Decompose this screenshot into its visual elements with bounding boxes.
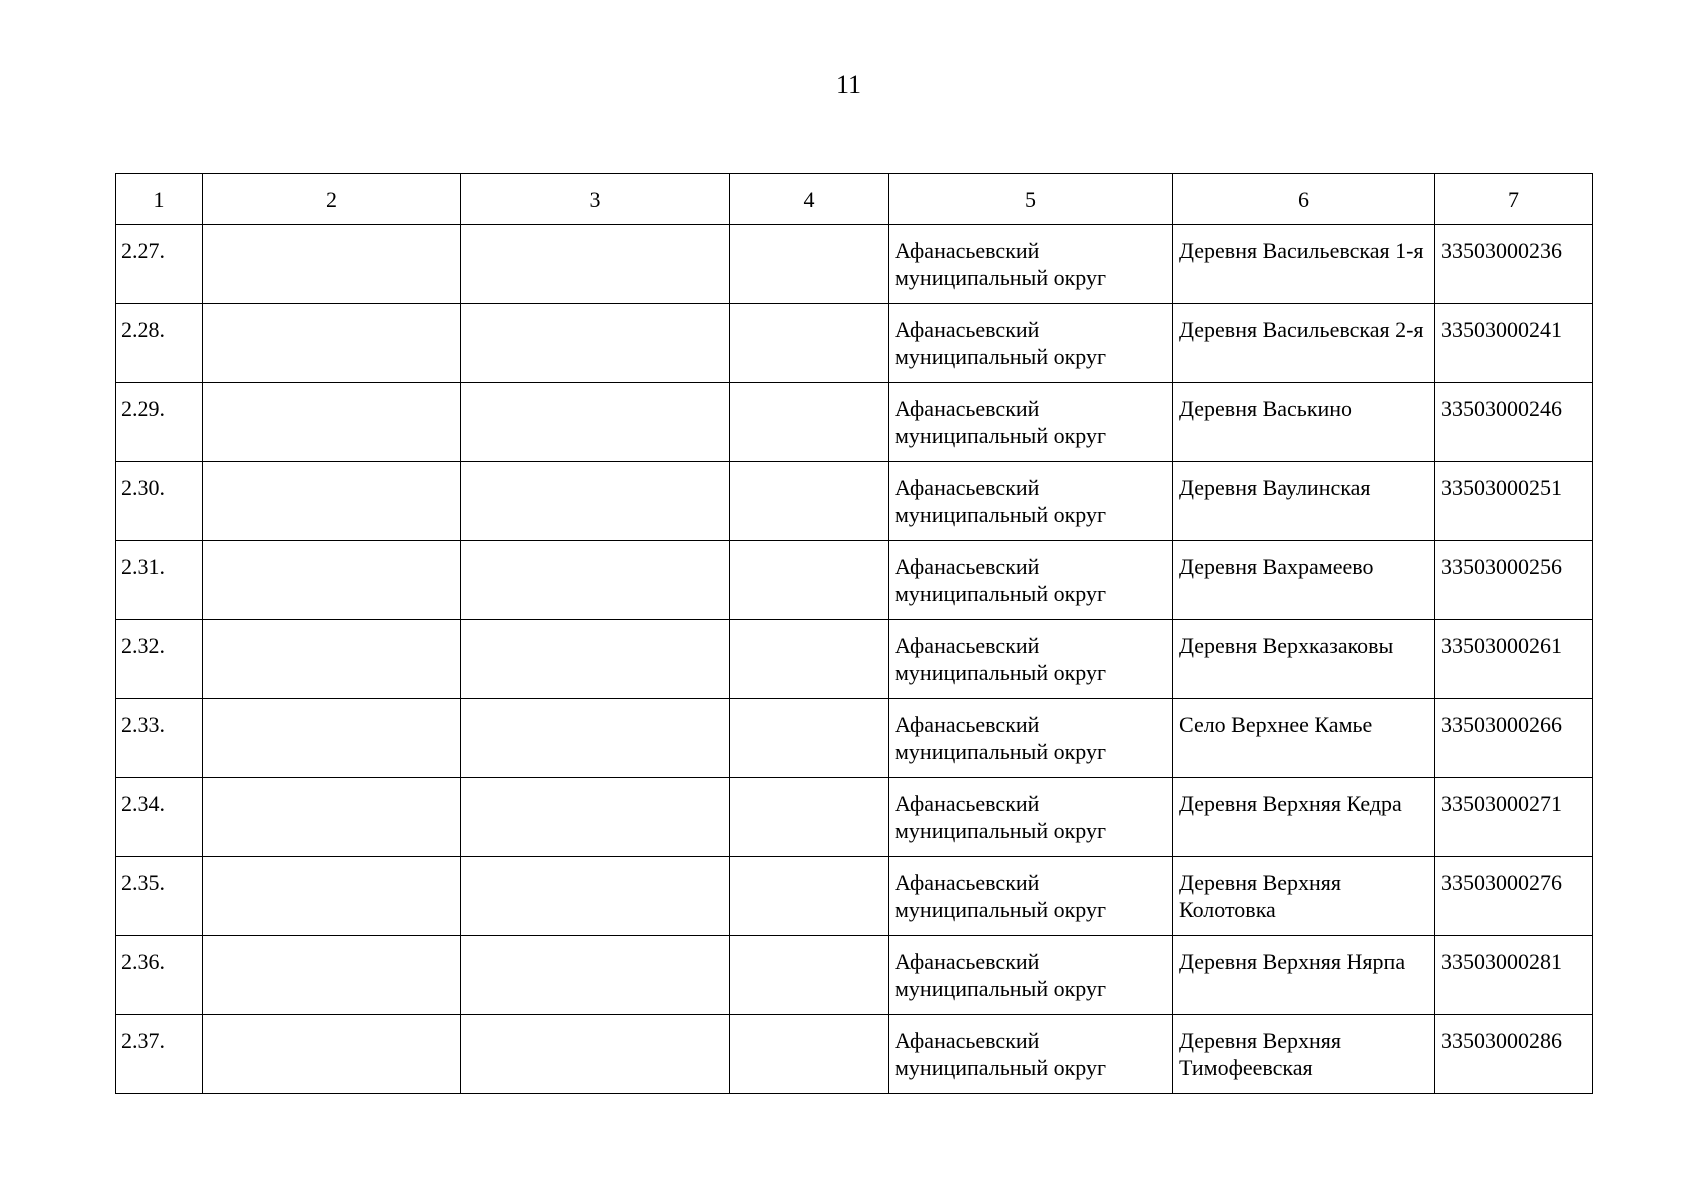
row-number: 2.33.	[116, 699, 203, 778]
oktmo-code: 33503000251	[1435, 462, 1593, 541]
cell-col-4	[730, 383, 889, 462]
row-number: 2.29.	[116, 383, 203, 462]
table-row	[116, 541, 1593, 620]
settlement-name: Деревня Верхказаковы	[1173, 620, 1435, 699]
district-name: Афанасьевский муниципальный округ	[889, 936, 1173, 1015]
cell-col-2	[203, 936, 461, 1015]
settlement-name: Село Верхнее Камье	[1173, 699, 1435, 778]
cell-col-4	[730, 541, 889, 620]
cell-col-4	[730, 936, 889, 1015]
district-name: Афанасьевский муниципальный округ	[889, 857, 1173, 936]
oktmo-code: 33503000271	[1435, 778, 1593, 857]
cell-col-3	[461, 541, 730, 620]
cell-col-3	[461, 1015, 730, 1094]
cell-col-3	[461, 462, 730, 541]
column-header-7: 7	[1435, 174, 1593, 225]
district-name: Афанасьевский муниципальный округ	[889, 304, 1173, 383]
cell-col-3	[461, 383, 730, 462]
table-row	[116, 778, 1593, 857]
cell-col-4	[730, 857, 889, 936]
column-header-3: 3	[461, 174, 730, 225]
row-number: 2.32.	[116, 620, 203, 699]
row-number: 2.30.	[116, 462, 203, 541]
cell-col-4	[730, 462, 889, 541]
cell-col-3	[461, 304, 730, 383]
row-number: 2.37.	[116, 1015, 203, 1094]
oktmo-code: 33503000256	[1435, 541, 1593, 620]
table-row	[116, 304, 1593, 383]
district-name: Афанасьевский муниципальный округ	[889, 462, 1173, 541]
cell-col-4	[730, 699, 889, 778]
cell-col-4	[730, 620, 889, 699]
cell-col-2	[203, 620, 461, 699]
cell-col-4	[730, 778, 889, 857]
cell-col-3	[461, 225, 730, 304]
cell-col-3	[461, 936, 730, 1015]
district-name: Афанасьевский муниципальный округ	[889, 620, 1173, 699]
cell-col-2	[203, 225, 461, 304]
cell-col-2	[203, 1015, 461, 1094]
district-name: Афанасьевский муниципальный округ	[889, 225, 1173, 304]
row-number: 2.31.	[116, 541, 203, 620]
oktmo-code: 33503000236	[1435, 225, 1593, 304]
settlement-name: Деревня Верхняя Тимофеевская	[1173, 1015, 1435, 1094]
cell-col-4	[730, 225, 889, 304]
oktmo-code: 33503000286	[1435, 1015, 1593, 1094]
row-number: 2.28.	[116, 304, 203, 383]
table-row	[116, 1015, 1593, 1094]
settlement-name: Деревня Верхняя Кедра	[1173, 778, 1435, 857]
table-row	[116, 699, 1593, 778]
column-header-6: 6	[1173, 174, 1435, 225]
column-header-4: 4	[730, 174, 889, 225]
row-number: 2.27.	[116, 225, 203, 304]
settlements-table	[115, 173, 1593, 1094]
cell-col-3	[461, 620, 730, 699]
district-name: Афанасьевский муниципальный округ	[889, 383, 1173, 462]
cell-col-3	[461, 699, 730, 778]
settlement-name: Деревня Васильевская 1-я	[1173, 225, 1435, 304]
settlement-name: Деревня Вахрамеево	[1173, 541, 1435, 620]
oktmo-code: 33503000266	[1435, 699, 1593, 778]
oktmo-code: 33503000261	[1435, 620, 1593, 699]
cell-col-3	[461, 778, 730, 857]
oktmo-code: 33503000281	[1435, 936, 1593, 1015]
cell-col-4	[730, 304, 889, 383]
cell-col-2	[203, 857, 461, 936]
table-row	[116, 462, 1593, 541]
table-header-row	[116, 174, 1593, 225]
settlement-name: Деревня Ваулинская	[1173, 462, 1435, 541]
cell-col-2	[203, 383, 461, 462]
row-number: 2.35.	[116, 857, 203, 936]
settlement-name: Деревня Верхняя Колотовка	[1173, 857, 1435, 936]
district-name: Афанасьевский муниципальный округ	[889, 699, 1173, 778]
oktmo-code: 33503000246	[1435, 383, 1593, 462]
table-row	[116, 620, 1593, 699]
cell-col-2	[203, 304, 461, 383]
column-header-5: 5	[889, 174, 1173, 225]
page-number: 11	[835, 70, 862, 99]
cell-col-2	[203, 541, 461, 620]
district-name: Афанасьевский муниципальный округ	[889, 778, 1173, 857]
row-number: 2.34.	[116, 778, 203, 857]
column-header-2: 2	[203, 174, 461, 225]
oktmo-code: 33503000241	[1435, 304, 1593, 383]
table-row	[116, 857, 1593, 936]
settlement-name: Деревня Васькино	[1173, 383, 1435, 462]
cell-col-3	[461, 857, 730, 936]
table-row	[116, 383, 1593, 462]
table-row	[116, 936, 1593, 1015]
oktmo-code: 33503000276	[1435, 857, 1593, 936]
cell-col-4	[730, 1015, 889, 1094]
district-name: Афанасьевский муниципальный округ	[889, 1015, 1173, 1094]
table-body	[116, 225, 1593, 1094]
cell-col-2	[203, 462, 461, 541]
cell-col-2	[203, 778, 461, 857]
row-number: 2.36.	[116, 936, 203, 1015]
cell-col-2	[203, 699, 461, 778]
column-header-1: 1	[116, 174, 203, 225]
table-row	[116, 225, 1593, 304]
settlement-name: Деревня Верхняя Нярпа	[1173, 936, 1435, 1015]
settlement-name: Деревня Васильевская 2-я	[1173, 304, 1435, 383]
district-name: Афанасьевский муниципальный округ	[889, 541, 1173, 620]
